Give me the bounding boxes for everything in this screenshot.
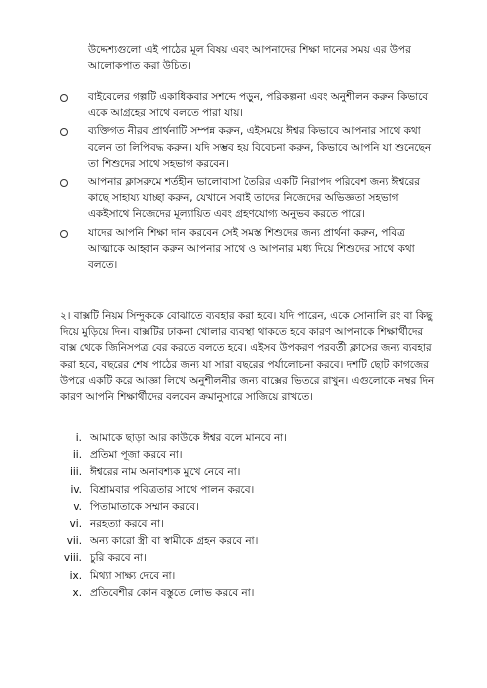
commandment-text: প্রতিবেশীর কোন বস্তুতে লোভ করবে না। [90, 586, 255, 599]
list-item [60, 550, 440, 567]
list-item [60, 430, 440, 447]
list-item [60, 516, 440, 533]
list-item [60, 464, 440, 481]
list-number: vi. [69, 517, 82, 530]
list-number: ii. [72, 449, 82, 462]
list-item [60, 585, 440, 602]
list-item [60, 568, 440, 585]
commandment-text: অন্য কারো স্ত্রী বা স্বামীকে গ্রহন করবে না। [90, 535, 259, 548]
commandments-list [60, 430, 440, 602]
list-number: vii. [66, 535, 82, 548]
list-number: ix. [69, 569, 82, 582]
circle-bullet-icon [60, 94, 68, 102]
list-number: viii. [63, 552, 82, 565]
continuation-paragraph: উদ্দেশ্যগুলো এই পাঠের মূল বিষয় এবং আপনাদের শিক্ষা দানের সময় এর উপর আলোকপাত করা উচিত। [88, 44, 411, 73]
section-2-paragraph: ২। বাক্সটি নিয়ম সিন্দুককে বোঝাতে ব্যবহার করা হবে। যদি পারেন, একে সোনালি রং বা কিছু দিয়ে মুড়িয়ে দিন। বাক্সটির ঢাকনা খোলার ব্যবস্থা থাকতে হবে কারণ আপনাকে শিক্ষার্থীদের বাক্স থেকে জিনিসপত্র বের করতে বলতে হবে। এইসব উপকরণ পরবর্তী ক্লাসের জন্য ব্যবহার করা হবে, বছরের শেষ পাঠের জন্য যা সারা বছরের পর্যালোচনা করবে। দশটি ছোট কাগজের উপরে একটি করে আজ্ঞা লিখে অনুশীলনীর জন্য বাক্সের ভিতরে রাখুন। এগুলোকে নম্বর দিন কারণ আপনি শিক্ষার্থীদের বলবেন ক্রমানুসারে সাজিয়ে রাখতে। [60, 310, 435, 404]
list-number: i. [75, 432, 82, 444]
list-item [60, 482, 440, 499]
list-item [60, 123, 440, 172]
list-item [60, 89, 440, 121]
bullet-text: আপনার ক্লাসরুমে শর্তহীন ভালোবাসা তৈরির একটি নিরাপদ পরিবেশ জন্য ঈশ্বরের কাছে সাহায্য যাচ্ছা করুন, যেখানে সবাই তাদের নিজেদের অভিজ্ঞতা সহভাগ একইসাথে নিজেদের মূল্যায়িত এবং গ্রহণযোগ্য অনুভব করতে পারে। [88, 176, 421, 221]
preparation-bullet-list [60, 89, 440, 275]
list-item [60, 533, 440, 550]
list-item [60, 174, 440, 223]
commandment-text: নরহত্যা করবে না। [90, 517, 164, 530]
commandment-text: পিতামাতাকে সম্মান করবে। [90, 500, 199, 513]
list-item [60, 225, 440, 274]
commandment-text: ঈশ্বরের নাম অনাবশ্যক মুখে নেবে না। [90, 466, 241, 479]
circle-bullet-icon [60, 128, 68, 136]
list-item [60, 447, 440, 464]
bullet-text: বাইবেলের গল্পটি একাধিকবার সশব্দে পড়ুন, পরিকল্পনা এবং অনুশীলন করুন কিভাবে একে আগ্রহের সাথে বলতে পারা যায়। [88, 91, 429, 120]
commandment-text: চুরি করবে না। [90, 552, 147, 565]
commandment-text: প্রতিমা পূজা করবে না। [90, 449, 183, 462]
commandment-text: বিশ্রামবার পবিত্রতার সাথে পালন করবে। [90, 483, 255, 496]
bullet-text: যাদের আপনি শিক্ষা দান করবেন সেই সমস্ত শিশুদের জন্য প্রার্থনা করুন, পবিত্র আত্মাকে আহ্বান করুন আপনার সাথে ও আপনার মধ্য দিয়ে শিশুদের সাথে কথা বলতে। [88, 226, 415, 272]
circle-bullet-icon [60, 230, 68, 238]
circle-bullet-icon [60, 179, 68, 187]
bullet-text: ব্যক্তিগত নীরব প্রার্থনাটি সম্পন্ন করুন, এইসময়ে ঈশ্বর কিভাবে আপনার সাথে কথা বলেন তা লিপিবদ্ধ করুন। যদি সম্ভব হয় বিবেচনা করুন, কিভাবে আপনি যা শুনেছেন তা শিশুদের সাথে সহভাগ করবেন। [88, 125, 432, 170]
list-item [60, 499, 440, 516]
list-number: v. [73, 500, 82, 513]
commandment-text: মিথ্যা সাক্ষ্য দেবে না। [90, 569, 176, 582]
list-number: x. [72, 586, 82, 599]
commandment-text: আমাকে ছাড়া আর কাউকে ঈশ্বর বলে মানবে না। [90, 432, 287, 444]
list-number: iv. [70, 483, 82, 496]
list-number: iii. [70, 466, 82, 479]
